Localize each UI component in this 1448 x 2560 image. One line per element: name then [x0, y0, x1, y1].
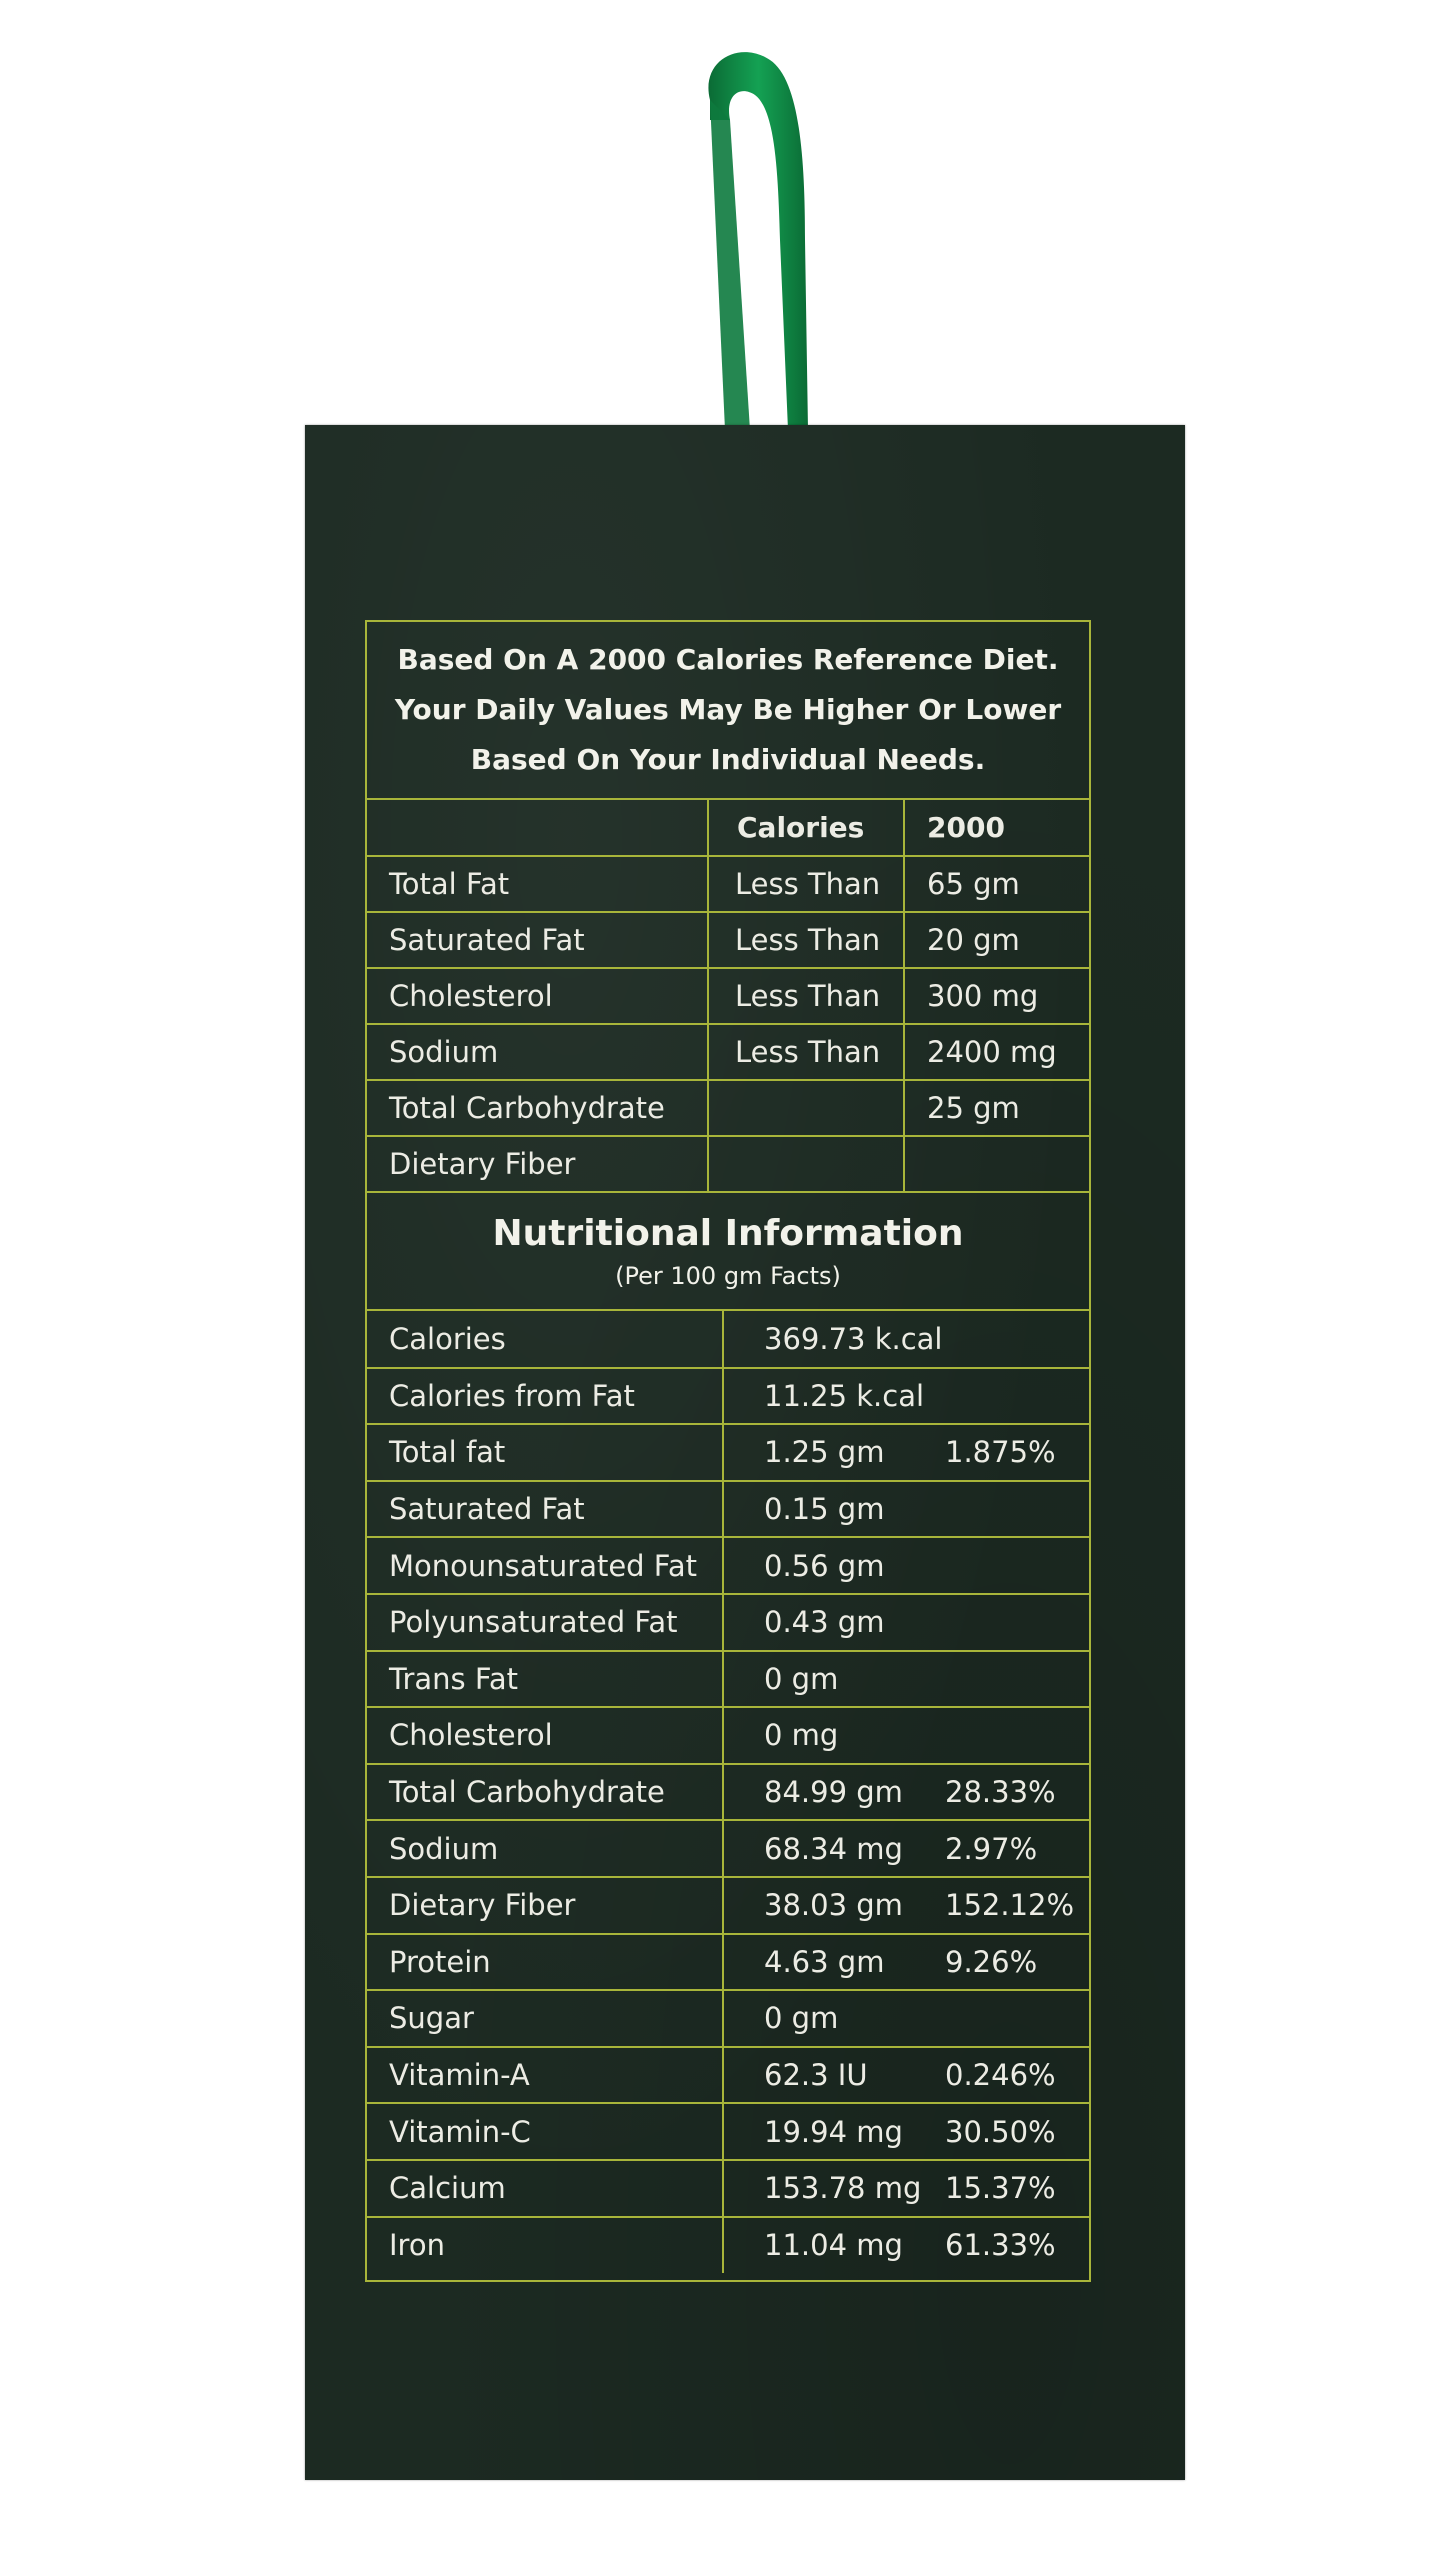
nutrition-table	[367, 1311, 1089, 2273]
note-line-3: Based On Your Individual Needs.	[470, 743, 986, 776]
daily-value-percent: 2.97%	[945, 1820, 1089, 1877]
daily-value-percent	[945, 1368, 1089, 1425]
ribbon-loop	[680, 40, 830, 440]
reference-head-cell: 2000	[904, 800, 1089, 856]
nutrient-name: Iron	[367, 2217, 723, 2274]
table-row	[367, 2160, 1089, 2217]
limit-value: 2400 mg	[904, 1024, 1089, 1080]
note-line-1: Based On A 2000 Calories Reference Diet.	[397, 643, 1059, 676]
nutrient-amount: 84.99 gm	[723, 1764, 945, 1821]
limit-text: Less Than	[708, 968, 904, 1024]
nutrient-name: Sodium	[367, 1024, 708, 1080]
nutrient-name: Calories	[367, 1311, 723, 1368]
daily-value-percent: 1.875%	[945, 1424, 1089, 1481]
table-row	[367, 1934, 1089, 1991]
daily-value-percent: 30.50%	[945, 2103, 1089, 2160]
nutrient-amount: 369.73 k.cal	[723, 1311, 945, 1368]
nutrient-name: Total Fat	[367, 856, 708, 912]
nutrition-subtitle: (Per 100 gm Facts)	[615, 1261, 841, 1290]
daily-value-percent	[945, 1537, 1089, 1594]
nutrient-name: Dietary Fiber	[367, 1877, 723, 1934]
daily-value-percent	[945, 1594, 1089, 1651]
reference-head-cell: Calories	[708, 800, 904, 856]
limit-value: 300 mg	[904, 968, 1089, 1024]
table-row	[367, 1764, 1089, 1821]
table-row	[367, 1024, 1089, 1080]
nutrient-amount: 19.94 mg	[723, 2103, 945, 2160]
table-row	[367, 1368, 1089, 1425]
nutrient-amount: 153.78 mg	[723, 2160, 945, 2217]
nutrient-amount: 11.25 k.cal	[723, 1368, 945, 1425]
nutrient-amount: 0.56 gm	[723, 1537, 945, 1594]
table-row	[367, 2103, 1089, 2160]
nutrient-amount: 1.25 gm	[723, 1424, 945, 1481]
table-row	[367, 1877, 1089, 1934]
daily-value-percent: 28.33%	[945, 1764, 1089, 1821]
table-row	[367, 1594, 1089, 1651]
limit-value: 20 gm	[904, 912, 1089, 968]
daily-value-percent: 9.26%	[945, 1934, 1089, 1991]
daily-value-percent: 0.246%	[945, 2047, 1089, 2104]
table-row	[367, 1820, 1089, 1877]
limit-text	[708, 1136, 904, 1192]
nutrient-name: Vitamin-C	[367, 2103, 723, 2160]
nutrient-name: Vitamin-A	[367, 2047, 723, 2104]
table-row	[367, 1136, 1089, 1192]
limit-text: Less Than	[708, 912, 904, 968]
table-row	[367, 912, 1089, 968]
nutrient-name: Protein	[367, 1934, 723, 1991]
nutrient-name: Dietary Fiber	[367, 1136, 708, 1192]
nutrient-name: Polyunsaturated Fat	[367, 1594, 723, 1651]
limit-value: 25 gm	[904, 1080, 1089, 1136]
table-row	[367, 1481, 1089, 1538]
nutrient-amount: 68.34 mg	[723, 1820, 945, 1877]
nutrient-name: Saturated Fat	[367, 912, 708, 968]
limit-text	[708, 1080, 904, 1136]
daily-value-percent	[945, 1481, 1089, 1538]
nutrient-amount: 0.15 gm	[723, 1481, 945, 1538]
table-row	[367, 1311, 1089, 1368]
note-line-2: Your Daily Values May Be Higher Or Lower	[394, 693, 1062, 726]
daily-value-percent: 61.33%	[945, 2217, 1089, 2274]
nutrient-amount: 0 mg	[723, 1707, 945, 1764]
daily-value-percent	[945, 1311, 1089, 1368]
table-row	[367, 1424, 1089, 1481]
daily-value-percent: 15.37%	[945, 2160, 1089, 2217]
nutrient-amount: 0 gm	[723, 1990, 945, 2047]
nutrient-name: Monounsaturated Fat	[367, 1537, 723, 1594]
nutrient-name: Cholesterol	[367, 968, 708, 1024]
nutrient-name: Sugar	[367, 1990, 723, 2047]
limit-value	[904, 1136, 1089, 1192]
nutrient-name: Total Carbohydrate	[367, 1080, 708, 1136]
table-row	[367, 1707, 1089, 1764]
table-row	[367, 856, 1089, 912]
table-row	[367, 1537, 1089, 1594]
daily-value-percent	[945, 1651, 1089, 1708]
table-row	[367, 1990, 1089, 2047]
nutrient-name: Trans Fat	[367, 1651, 723, 1708]
nutrient-amount: 62.3 IU	[723, 2047, 945, 2104]
daily-value-percent	[945, 1707, 1089, 1764]
nutrient-name: Total fat	[367, 1424, 723, 1481]
limit-text: Less Than	[708, 856, 904, 912]
limit-text: Less Than	[708, 1024, 904, 1080]
table-row	[367, 2217, 1089, 2274]
daily-value-percent: 152.12%	[945, 1877, 1089, 1934]
nutrient-amount: 11.04 mg	[723, 2217, 945, 2274]
nutrition-heading	[367, 1193, 1089, 1311]
nutrient-amount: 4.63 gm	[723, 1934, 945, 1991]
reference-head-row	[367, 800, 1089, 856]
nutrient-name: Sodium	[367, 1820, 723, 1877]
reference-head-cell	[367, 800, 708, 856]
nutrient-amount: 0.43 gm	[723, 1594, 945, 1651]
table-row	[367, 2047, 1089, 2104]
table-row	[367, 1651, 1089, 1708]
daily-value-percent	[945, 1990, 1089, 2047]
daily-values-note	[367, 622, 1089, 800]
table-row	[367, 968, 1089, 1024]
nutrition-title: Nutritional Information	[492, 1212, 964, 1254]
nutrient-name: Total Carbohydrate	[367, 1764, 723, 1821]
table-row	[367, 1080, 1089, 1136]
nutrient-amount: 38.03 gm	[723, 1877, 945, 1934]
nutrition-panel	[365, 620, 1091, 2282]
nutrient-amount: 0 gm	[723, 1651, 945, 1708]
nutrient-name: Saturated Fat	[367, 1481, 723, 1538]
nutrient-name: Calories from Fat	[367, 1368, 723, 1425]
reference-table	[367, 800, 1089, 1193]
limit-value: 65 gm	[904, 856, 1089, 912]
nutrient-name: Cholesterol	[367, 1707, 723, 1764]
nutrient-name: Calcium	[367, 2160, 723, 2217]
